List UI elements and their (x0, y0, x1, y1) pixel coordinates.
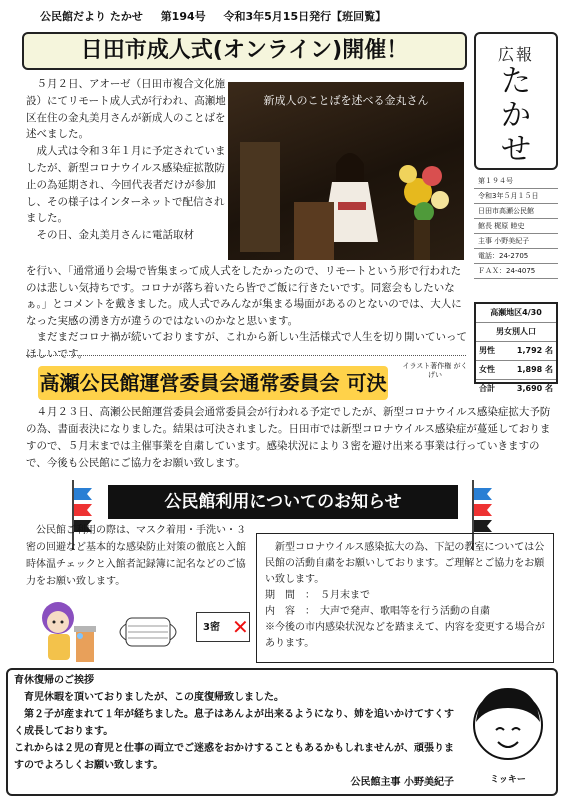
masthead-takase-1: た (501, 64, 531, 99)
population-value: 3,690 名 (516, 384, 553, 393)
masthead-koho: 広報 (497, 45, 534, 64)
greeting-signature: 公民館主事 小野美紀子 (350, 777, 454, 788)
three-c-label: 3密 (196, 612, 250, 642)
article-coming-of-age-wide (26, 263, 468, 363)
greeting-line: 育児休暇を頂いておりましたが、この度復帰致しました。 (24, 692, 284, 703)
masthead (474, 32, 558, 170)
paragraph: 成人式は令和３年１月に予定されていましたが、新型コロナウイルス感染症拡散防止の為延期され、今回代表者だけが参加し、その様子はインターネットで配信されました。 (26, 145, 226, 225)
handwashing-girl-icon (30, 596, 100, 668)
greeting-line: 第２子が産まれて１年が経ちました。息子はあんよが出来るようになり、姉を追いかけてすくすく成長しております。 (14, 709, 454, 737)
notice-paragraph: 新型コロナウイルス感染拡大の為、下記の教室については公民館の活動自粛をお願いしております。ご理解とご協力をお願い致します。 (265, 542, 545, 585)
greeting-line: これからは２児の育児と仕事の両立でご迷惑をおかけすることもあるかもしれませんが、頑張りますのでよろしくお願い致します。 (14, 743, 454, 771)
photo-caption: 新成人のことばを述べる金丸さん (263, 94, 429, 107)
greeting-text (14, 672, 454, 791)
headline-coming-of-age: 日田市成人式(オンライン)開催！ (22, 32, 467, 70)
population-subtitle: 男女別人口 (476, 323, 556, 342)
speaker-illustration (228, 82, 464, 260)
paragraph: 公民館ご利用の際は、マスク着用・手洗い・３密の回避など基本的な感染防止対策の徹底と入館時体温チェックと入館者記録簿に記名などのご協力をお願い致します。 (26, 525, 246, 587)
population-row (476, 361, 556, 380)
info-line: 令和3年５月１５日 (474, 189, 558, 204)
headline-committee: 高瀬公民館運営委員会通常委員会 可決 (38, 366, 388, 400)
notice-content: 内 容 ： 大声で発声、歌唱等を行う活動の自粛 (265, 606, 490, 617)
ceremony-photo (228, 82, 464, 260)
info-line: 電話：24-2705 (474, 249, 558, 264)
article-coming-of-age-column (26, 76, 226, 244)
paragraph: ４月２３日、高瀬公民館運営委員会通常委員会が行われる予定でしたが、新型コロナウイルス感染症拡大予防の為、書面表決になりました。結果は可決されました。日田市では新型コロナウイルス感染症が蔓延しておりますので、５月末までは主催事業を自粛しています。感染状況により３密を避け出来る事業は行っていきますので、今後も公民館にご協力をお願い致します。 (26, 406, 551, 469)
masthead-takase-2: か (501, 98, 531, 133)
paragraph: を行い、「通常通り会場で皆集まって成人式をしたかったので、リモートという形で行われたのは悲しい気持ちです。コロナが落ち着いたら皆でご飯に行きたいです。同窓会もしたいなぁ。」とコメントを戴きました。成人式でみんなが集まる場面があるのとないのでは、大人になった実感の湧き方が違うのではないのかなと思います。 (26, 265, 462, 327)
population-label: 男性 (479, 346, 495, 355)
population-row (476, 342, 556, 361)
masthead-takase-3: せ (501, 132, 531, 167)
mask-icon (112, 612, 184, 652)
publisher-info (474, 174, 558, 279)
mascot-face-icon (468, 680, 548, 770)
info-line: ＦＡＸ：24-4075 (474, 264, 558, 279)
issue-number: 第194号 (160, 10, 206, 23)
newsletter-name: 公民館だより たかせ (40, 10, 143, 23)
banner-facility-notice: 公民館利用についてのお知らせ (108, 485, 458, 519)
issue-date: 令和3年5月15日発行【班回覧】 (223, 10, 387, 23)
population-label: 女性 (479, 365, 495, 374)
notice-box (256, 533, 554, 663)
paragraph: その日、金丸美月さんに電話取材 (36, 229, 194, 242)
info-line: 日田市高瀬公民館 (474, 204, 558, 219)
article-facility-use (26, 522, 248, 590)
paragraph: まだまだコロナ禍が続いておりますが、これから新しい生活様式で人生を切り開いていってほしいです。 (26, 331, 467, 360)
divider (26, 355, 466, 356)
greeting-title: 育休復帰のご挨拶 (14, 675, 94, 686)
info-line: 館長 梶原 睦史 (474, 219, 558, 234)
illustration-credit: イラスト著作権 がくげい (402, 362, 468, 379)
paragraph: ５月２日、アオーゼ（日田市複合文化施設）にてリモート成人式が行われ、高瀬地区在住の金丸美月さんが新成人のことばを述べました。 (26, 78, 226, 141)
info-line: 第１９４号 (474, 174, 558, 189)
population-value: 1,792 名 (516, 346, 553, 355)
population-value: 1,898 名 (516, 365, 553, 374)
newsletter-header (40, 8, 540, 28)
population-row (476, 380, 556, 398)
article-committee (26, 404, 558, 472)
info-line: 主事 小野美紀子 (474, 234, 558, 249)
notice-note: ※今後の市内感染状況などを踏まえて、内容を変更する場合があります。 (265, 622, 545, 649)
notice-period: 期 間 ： ５月末まで (265, 590, 370, 601)
population-label: 合計 (479, 384, 495, 393)
population-box (474, 302, 558, 393)
population-title: 高瀬地区4/30 (476, 304, 556, 323)
cross-icon: ✕ (232, 615, 249, 639)
mascot-name: ミッキー (490, 775, 526, 785)
